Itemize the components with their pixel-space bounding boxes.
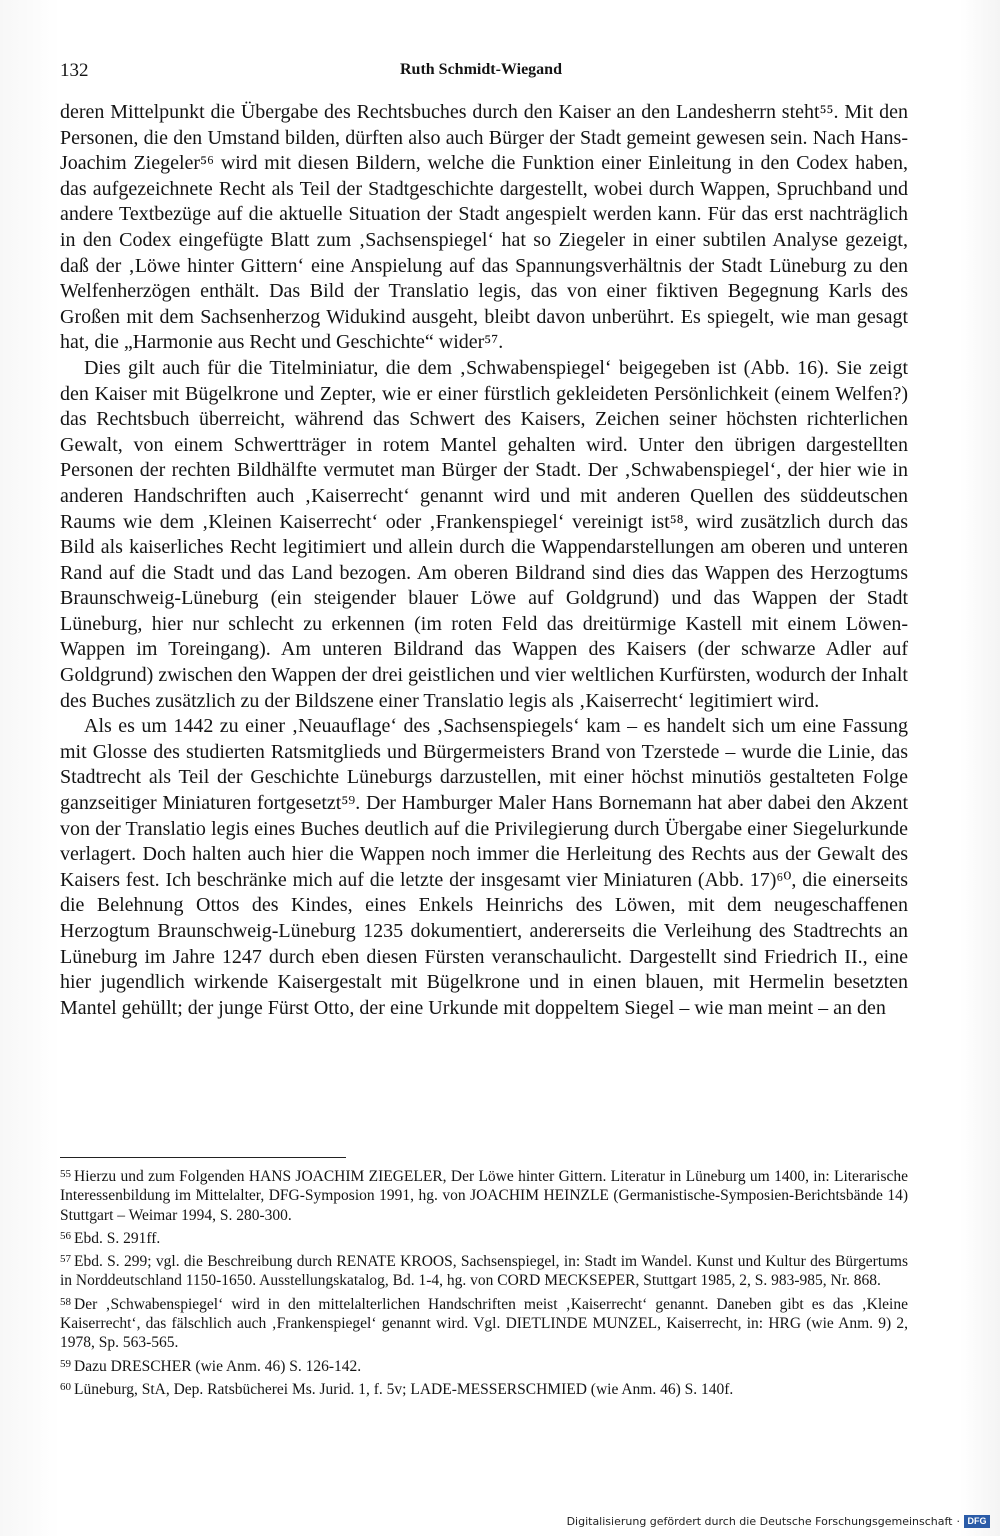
footnotes <box>60 1165 908 1401</box>
footnote-56 <box>60 1227 908 1248</box>
footnote-60 <box>60 1378 908 1399</box>
footnote-text: Der ‚Schwabenspiegel‘ wird in den mittelalterlichen Handschriften meist ‚Kaiserrecht‘ genannt. Daneben gibt es das ‚Kleine Kaiserrecht‘, das fälschlich auch ‚Frankenspiegel‘ genannt wird. Vgl. DIETLINDE MUNZEL, Kaiserrecht, in: HRG (wie Anm. 9) 2, 1978, Sp. 563-565. <box>60 1295 908 1352</box>
running-title: Ruth Schmidt-Wiegand <box>400 61 562 78</box>
body-text <box>60 100 908 1021</box>
page-number: 132 <box>60 60 89 81</box>
footnote-text: Ebd. S. 291ff. <box>74 1229 161 1247</box>
footnote-59 <box>60 1355 908 1376</box>
footnote-number: 60 <box>60 1380 71 1393</box>
footnote-58 <box>60 1293 908 1353</box>
footnote-divider <box>60 1157 346 1158</box>
separator-dot: · <box>956 1514 960 1528</box>
footnote-55 <box>60 1165 908 1225</box>
footnote-number: 55 <box>60 1168 71 1180</box>
footnote-number: 59 <box>60 1357 71 1370</box>
paragraph-1: deren Mittelpunkt die Übergabe des Rechtsbuches durch den Kaiser an den Landesherrn steht⁵⁵. Mit den Personen, die den Umstand bilden, dürften also auch Bürger der Stadt gemeint gewesen sein. Nach Hans-Joachim Ziegeler⁵⁶ wird mit diesen Bildern, welche die Funktion einer Einleitung in den Codex haben, das aufgezeichnete Recht als Teil der Stadtgeschichte dargestellt, wobei durch Wappen, Spruchband und andere Textbezüge auf die aktuelle Situation der Stadt angespielt werden kann. Für das erst nachträglich in den Codex eingefügte Blatt zum ‚Sachsenspiegel‘ hat so Ziegeler in einer subtilen Analyse gezeigt, daß der ‚Löwe hinter Gittern‘ eine Anspielung auf das Spannungsverhältnis der Stadt Lüneburg zu den Welfenherzögen enthält. Das Bild der Translatio legis, das von einer fiktiven Begegnung Karls des Großen mit dem Sachsenherzog Widukind ausgeht, bleibt davon unberührt. Es spiegelt, wie man gesagt hat, die „Harmonie aus Recht und Geschichte“ wider⁵⁷. <box>60 101 908 354</box>
footnote-text: Ebd. S. 299; vgl. die Beschreibung durch RENATE KROOS, Sachsenspiegel, in: Stadt im Wandel. Kunst und Kultur des Bürgertums in Norddeutschland 1150-1650. Ausstellungskatalog, Bd. 1-4, hg. von CORD MECKSEPER, Stuttgart 1985, 2, S. 983-985, Nr. 868. <box>60 1253 908 1290</box>
footnote-57 <box>60 1250 908 1291</box>
footnote-text: Hierzu und zum Folgenden HANS JOACHIM ZIEGELER, Der Löwe hinter Gittern. Literatur in Lüneburg um 1400, in: Literarische Interessenbildung im Mittelalter, DFG-Symposion 1991, hg. von JOACHIM HEINZLE (Germanistische-Symposien-Berichtsbände 14) Stuttgart – Weimar 1994, S. 280-300. <box>60 1168 908 1224</box>
paragraph-3: Als es um 1442 zu einer ‚Neuauflage‘ des ‚Sachsenspiegels‘ kam – es handelt sich um eine Fassung mit Glosse des studierten Ratsmitglieds und Bürgermeisters Brand von Tzerstede – wurde die Linie, das Stadtrecht als Teil der Geschichte Lüneburgs darzustellen, mit einer höchst minutiös gestalteten Folge ganzseitiger Miniaturen fortgesetzt⁵⁹. Der Hamburger Maler Hans Bornemann hat aber dabei den Akzent von der Translatio legis eines Buches deutlich auf die Privilegierung durch Übergabe einer Siegelurkunde verlagert. Doch halten auch hier die Wappen noch immer die Herleitung des Rechts aus der Gewalt des Kaisers fest. Ich beschränke mich auf die letzte der insgesamt vier Miniaturen (Abb. 17)⁶⁰, die einerseits die Belehnung Ottos des Kindes, eines Enkels Heinrichs des Löwen, mit dem neugeschaffenen Herzogtum Braunschweig-Lüneburg 1235 dokumentiert, andererseits die Verleihung des Stadtrechts an Lüneburg im Jahre 1247 durch eben diesen Fürsten veranschaulicht. Dargestellt sind Friedrich II., eine hier jugendlich wirkende Kaisergestalt mit Bügelkrone und in einen blauen, mit Hermelin besetzten Mantel gehüllt; der junge Fürst Otto, der eine Urkunde mit doppeltem Siegel – wie man meint – an den <box>60 715 908 1019</box>
digitization-footer <box>567 1512 990 1530</box>
digitization-note: Digitalisierung gefördert durch die Deutsche Forschungsgemeinschaft <box>566 1514 953 1528</box>
footnote-number: 56 <box>60 1229 71 1242</box>
footnote-text: Dazu DRESCHER (wie Anm. 46) S. 126-142. <box>74 1357 362 1375</box>
running-header <box>60 60 910 86</box>
dfg-logo: DFG <box>964 1515 990 1528</box>
paragraph-2: Dies gilt auch für die Titelminiatur, die dem ‚Schwabenspiegel‘ beigegeben ist (Abb. 16). Sie zeigt den Kaiser mit Bügelkrone und Zepter, wie er einer fürstlich gekleideten Persönlichkeit (einem Welfen?) das Rechtsbuch überreicht, während das Schwert des Kaisers, Zeichen seiner höchsten richterlichen Gewalt, von einem Schwertträger in rotem Mantel gehalten wird. Unter den übrigen dargestellten Personen der rechten Bildhälfte vermutet man Bürger der Stadt. Der ‚Schwabenspiegel‘, der hier wie in anderen Handschriften auch ‚Kaiserrecht‘ genannt wird und mit anderen Quellen des süddeutschen Raums wie dem ‚Kleinen Kaiserrecht‘ oder ‚Frankenspiegel‘ vereinigt ist⁵⁸, wird zusätzlich durch das Bild als kaiserliches Recht legitimiert und allein durch die Wappendarstellungen am oberen und unteren Rand auf die Stadt und das Land bezogen. Am oberen Bildrand sind dies das Wappen des Herzogtums Braunschweig-Lüneburg (ein steigender blauer Löwe auf Goldgrund) und das Wappen der Stadt Lüneburg, hier nur schlecht zu erkennen (im roten Feld das dreitürmige Kastell mit einem Löwen-Wappen im Toreingang). Am unteren Bildrand das Wappen des Kaisers (der schwarze Adler auf Goldgrund) zwischen den Wappen der drei geistlichen und vier weltlichen Kurfürsten, wodurch der Inhalt des Buches zusätzlich zu der Bildszene einer Translatio legis als ‚Kaiserrecht‘ legitimiert wird. <box>60 356 908 712</box>
footnote-text: Lüneburg, StA, Dep. Ratsbücherei Ms. Jurid. 1, f. 5v; LADE-MESSERSCHMIED (wie Anm. 46) S. 140f. <box>74 1380 734 1398</box>
footnote-number: 57 <box>60 1253 71 1266</box>
footnote-number: 58 <box>60 1295 71 1308</box>
